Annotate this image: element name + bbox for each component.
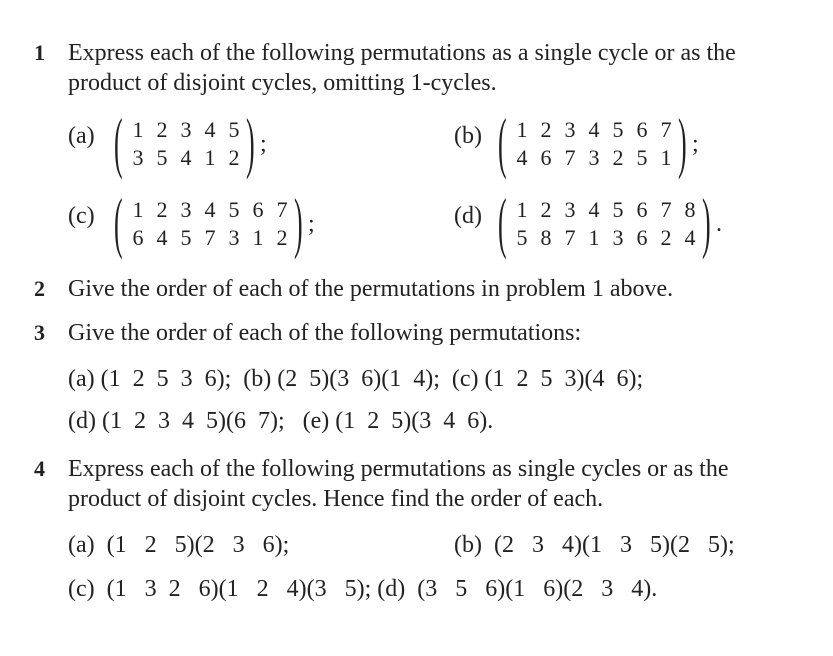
bottom-row: 3 5 4 1 2: [132, 145, 240, 170]
problem-1c-permutation: [68, 184, 398, 260]
bottom-row: 4 6 7 3 2 5 1: [516, 145, 672, 170]
terminator: ;: [260, 131, 267, 157]
problem-2-text: Give the order of each of the permutations in problem 1 above.: [68, 276, 674, 302]
right-paren: ): [246, 104, 255, 180]
bottom-row: 6 4 5 7 3 1 2: [132, 225, 288, 250]
problem-1d-permutation: [454, 184, 794, 260]
problem-4-text-line2: product of disjoint cycles. Hence find the order of each.: [68, 486, 604, 512]
part-label: (d): [454, 203, 482, 229]
bottom-row: 5 8 7 1 3 6 2 4: [516, 225, 696, 250]
problem-2-number: 2: [34, 276, 45, 301]
right-paren: ): [678, 104, 687, 180]
problem-3-text: Give the order of each of the following permutations:: [68, 320, 582, 346]
left-paren: (: [498, 104, 507, 180]
problem-4-number: 4: [34, 456, 45, 481]
problem-1-number: 1: [34, 40, 45, 65]
problem-3-subparts-line1: (a) (1 2 5 3 6); (b) (2 5)(3 6)(1 4); (c) (1 2 5 3)(4 6);: [68, 366, 644, 392]
part-label: (c): [68, 203, 95, 229]
top-row: 1 2 3 4 5: [132, 117, 240, 142]
top-row: 1 2 3 4 5 6 7: [132, 197, 288, 222]
left-paren: (: [498, 184, 507, 260]
problem-1-text-line1: Express each of the following permutations as a single cycle or as the: [68, 40, 736, 66]
part-label: (b): [454, 123, 482, 149]
problem-3-subparts-line2: (d) (1 2 3 4 5)(6 7); (e) (1 2 5)(3 4 6).: [68, 408, 494, 434]
problem-3-number: 3: [34, 320, 45, 345]
right-paren: ): [294, 184, 303, 260]
problem-4-subpart-a: (a) (1 2 5)(2 3 6);: [68, 532, 290, 558]
problem-4-text-line1: Express each of the following permutations as single cycles or as the: [68, 456, 729, 482]
problem-1-text-line2: product of disjoint cycles, omitting 1-cycles.: [68, 70, 497, 96]
problem-1a-permutation: [68, 104, 328, 180]
right-paren: ): [702, 184, 711, 260]
left-paren: (: [114, 104, 123, 180]
terminator: .: [716, 211, 722, 237]
problem-4-subpart-b: (b) (2 3 4)(1 3 5)(2 5);: [454, 532, 735, 558]
terminator: ;: [692, 131, 699, 157]
part-label: (a): [68, 123, 95, 149]
problem-4-subparts-c-d: (c) (1 3 2 6)(1 2 4)(3 5); (d) (3 5 6)(1 6)(2 3 4).: [68, 576, 658, 602]
problem-1b-permutation: [454, 104, 774, 180]
top-row: 1 2 3 4 5 6 7 8: [516, 197, 696, 222]
left-paren: (: [114, 184, 123, 260]
top-row: 1 2 3 4 5 6 7: [516, 117, 672, 142]
terminator: ;: [308, 211, 315, 237]
